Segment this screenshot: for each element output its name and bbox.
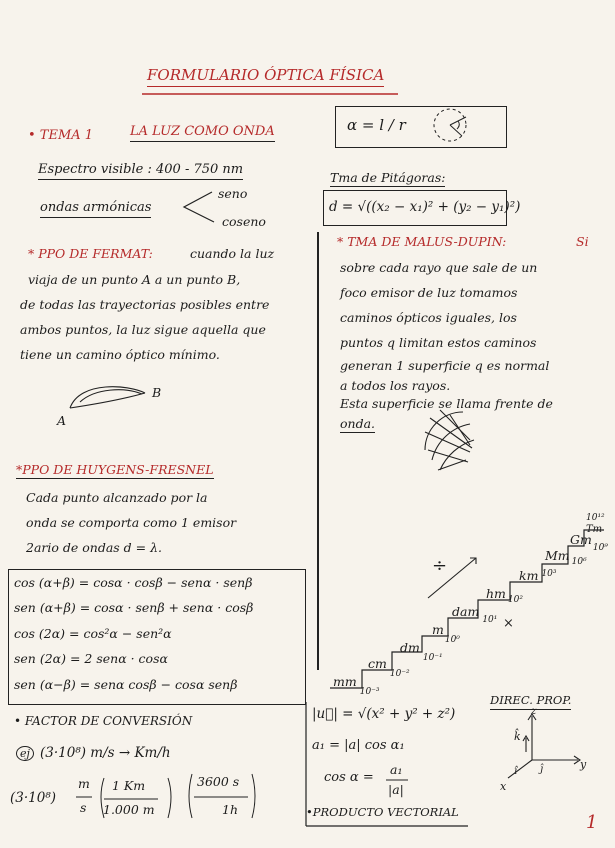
point-a-label: A bbox=[57, 413, 67, 428]
frac3-num: 3600 s bbox=[197, 774, 240, 789]
page-number: 1 bbox=[586, 812, 598, 833]
malus-line-7: Esta superficie se llama frente de bbox=[340, 396, 553, 411]
angle-sketch bbox=[434, 109, 466, 141]
divide-sign: ÷ bbox=[432, 555, 448, 576]
malus-line-0: Si bbox=[576, 234, 589, 249]
example-label: ej bbox=[16, 746, 34, 761]
frac2-den: 1.000 m bbox=[103, 802, 155, 817]
axis-y-label: y bbox=[580, 758, 587, 771]
trig-identity-1: sen (α+β) = cosα · senβ + senα · cosβ bbox=[14, 600, 254, 615]
unit-cm: $cm_{10^{-2}}$ bbox=[368, 656, 410, 679]
frac3-den: 1h bbox=[222, 802, 239, 817]
unit-j-label: ĵ bbox=[540, 764, 544, 775]
malus-line-1: sobre cada rayo que sale de un bbox=[340, 260, 538, 275]
fermat-line-1: viaja de un punto A a un punto B, bbox=[28, 272, 241, 287]
axes-sketch bbox=[508, 714, 580, 778]
direc-prop-heading: DIREC. PROP. bbox=[490, 694, 571, 710]
ondas-armonicas: ondas armónicas bbox=[40, 200, 151, 218]
unit-k-label: k̂ bbox=[514, 730, 521, 743]
fermat-line-3: ambos puntos, la luz sigue aquella que bbox=[20, 322, 266, 337]
vector-cos: cos α = bbox=[324, 770, 374, 785]
unit-mm: $mm_{10^{-3}}$ bbox=[333, 674, 380, 697]
tema1-label: • TEMA 1 bbox=[28, 128, 94, 143]
tema1-heading: LA LUZ COMO ONDA bbox=[130, 124, 275, 142]
frac1-num: m bbox=[78, 776, 90, 791]
unit-tm: 10¹² Tm bbox=[586, 513, 605, 535]
unit-gm: $Gm_{10^9}$ bbox=[570, 532, 608, 553]
malus-line-4: puntos q limitan estos caminos bbox=[340, 335, 537, 350]
seno-label: seno bbox=[218, 186, 248, 201]
unit-hm: hm $_{10^2}$ bbox=[486, 586, 523, 605]
fermat-line-0: cuando la luz bbox=[190, 246, 275, 261]
huygens-heading: *PPO DE HUYGENS-FRESNEL bbox=[16, 462, 214, 477]
malus-line-3: caminos ópticos iguales, los bbox=[340, 310, 517, 325]
pitagoras-formula: d = √((x₂ − x₁)² + (y₂ − y₁)²) bbox=[329, 199, 521, 215]
stair-arrow bbox=[428, 558, 476, 598]
huygens-line-1: onda se comporta como 1 emisor bbox=[26, 515, 237, 530]
times-sign: × bbox=[503, 616, 514, 631]
fermat-paths bbox=[70, 387, 145, 408]
huygens-line-2: 2ario de ondas d = λ. bbox=[26, 540, 162, 555]
pitagoras-title: Tma de Pitágoras: bbox=[330, 170, 446, 185]
unit-dm: $dm_{10^{-1}}$ bbox=[400, 640, 443, 663]
espectro-visible: Espectro visible : 400 - 750 nm bbox=[38, 162, 243, 180]
factor-heading: • FACTOR DE CONVERSIÓN bbox=[14, 714, 193, 728]
malus-line-6: a todos los rayos. bbox=[340, 378, 451, 393]
unit-m: $m_{10^0}$ bbox=[432, 622, 460, 645]
vector-modulus: |u⃗| = √(x² + y² + z²) bbox=[312, 706, 456, 722]
coseno-label: coseno bbox=[222, 214, 266, 229]
ondas-bracket bbox=[184, 192, 214, 222]
frac1-den: s bbox=[80, 800, 87, 815]
angle-formula: α = l / r bbox=[347, 116, 406, 134]
axis-x-label: x bbox=[500, 780, 507, 793]
fermat-line-4: tiene un camino óptico mínimo. bbox=[20, 347, 220, 362]
unit-mm-mega: Mm $_{10^6}$ bbox=[545, 548, 587, 567]
trig-identity-0: cos (α+β) = cosα · cosβ − senα · senβ bbox=[14, 575, 253, 590]
fermat-line-2: de todas las trayectorias posibles entre bbox=[20, 297, 270, 312]
unit-i-label: î bbox=[514, 766, 518, 777]
malus-heading: * TMA DE MALUS-DUPIN: bbox=[337, 234, 507, 249]
factor-parens bbox=[101, 774, 255, 818]
wavefront-sketch bbox=[425, 410, 474, 470]
huygens-line-0: Cada punto alcanzado por la bbox=[26, 490, 208, 505]
vector-cos-num: a₁ bbox=[390, 762, 403, 777]
factor-line-1: (3·10⁸) m/s → Km/h bbox=[40, 745, 171, 761]
unit-dam: dam$_{10^1}$ bbox=[452, 604, 498, 625]
page-title: FORMULARIO ÓPTICA FÍSICA bbox=[147, 66, 384, 87]
vector-cos-den: |a| bbox=[388, 782, 404, 797]
trig-identity-3: sen (2α) = 2 senα · cosα bbox=[14, 651, 168, 666]
unit-staircase bbox=[330, 530, 604, 697]
producto-vectorial: •PRODUCTO VECTORIAL bbox=[306, 805, 459, 819]
malus-line-2: foco emisor de luz tomamos bbox=[340, 285, 518, 300]
fermat-heading: * PPO DE FERMAT: bbox=[28, 246, 153, 261]
fraction-bars bbox=[76, 780, 408, 799]
axis-z-label: z bbox=[531, 706, 537, 717]
frac2-num: 1 Km bbox=[112, 778, 146, 793]
factor-line-2-prefix: (3·10⁸) bbox=[10, 790, 57, 806]
malus-line-8: onda. bbox=[340, 416, 376, 431]
trig-identity-4: sen (α−β) = senα cosβ − cosα senβ bbox=[14, 677, 238, 692]
point-b-label: B bbox=[152, 385, 162, 400]
unit-km: km $^{10^3}$ bbox=[519, 568, 557, 583]
trig-identity-2: cos (2α) = cos²α − sen²α bbox=[14, 626, 172, 641]
malus-line-5: generan 1 superficie q es normal bbox=[340, 358, 550, 373]
vector-component: a₁ = |a| cos α₁ bbox=[312, 738, 405, 753]
